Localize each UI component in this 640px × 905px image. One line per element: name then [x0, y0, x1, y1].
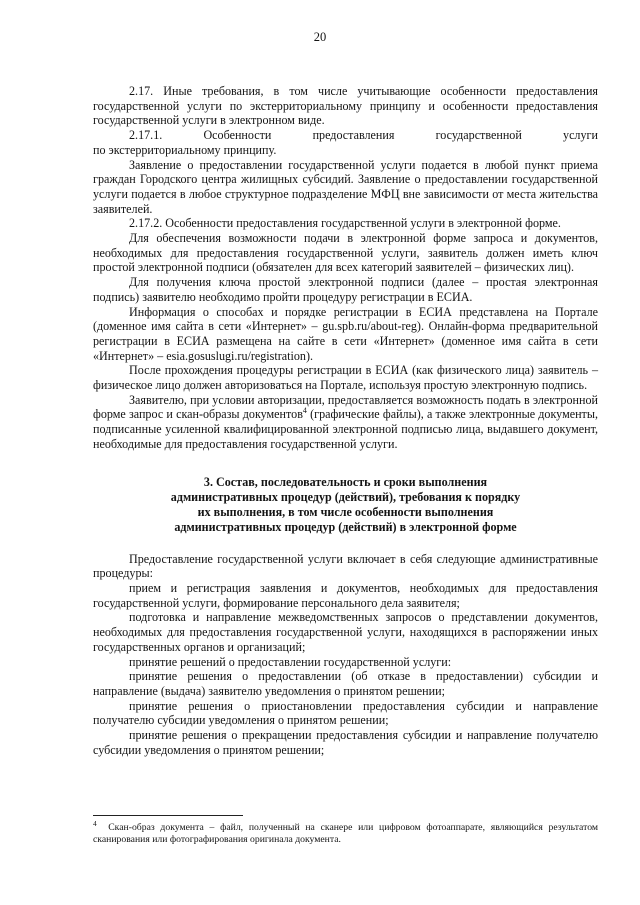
paragraph-text: (графические файлы), а также электронные документы, подписанные усиленной квалифицированной электронной подписью лица, выдавшего документ, необходимые для предоставления государственной услуги. — [93, 407, 598, 451]
paragraph-with-footnote — [93, 393, 598, 452]
footnote — [93, 818, 598, 846]
subsection-number: 2.17.1. — [129, 128, 163, 143]
section-2-17 — [93, 84, 598, 452]
heading-word: Особенности — [203, 128, 272, 143]
subsection-2-17-1-continuation: по экстерриториальному принципу. — [93, 142, 277, 157]
paragraph-text: Заявителю, при условии авторизации, предоставляется возможность подать в электронной форме запрос и скан-образы документов — [93, 392, 598, 422]
footnote-reference: 4 — [302, 406, 307, 416]
section-title-line: административных процедур (действий) в электронной форме — [174, 519, 517, 534]
section-3-body — [93, 552, 598, 758]
list-item: принятие решения о предоставлении (об отказе в предоставлении) субсидии и направление (выдача) заявителю уведомления о принятом решении; — [93, 669, 598, 698]
paragraph: Информация о способах и порядке регистрации в ЕСИА представлена на Портале (доменное имя сайта в сети «Интернет» – gu.spb.ru/about-reg). Онлайн-форма предварительной регистрации в ЕСИА размещена на сайте в сети «Интернет» (доменное имя сайта в сети «Интернет» – esia.gosuslugi.ru/registration). — [93, 304, 598, 363]
list-item: принятие решения о прекращении предоставления субсидии и направление получателю субсидии уведомления о принятом решении; — [93, 728, 598, 757]
list-item: принятие решения о приостановлении предоставления субсидии и направление получателю субсидии уведомления о принятом решении; — [93, 698, 598, 728]
paragraph: Для получения ключа простой электронной подписи (далее – простая электронная подпись) заявителю необходимо пройти процедуру регистрации в ЕСИА. — [93, 275, 598, 304]
footnote-mark: 4 — [93, 818, 97, 828]
paragraph: Заявление о предоставлении государственной услуги подается в любой пункт приема граждан Городского центра жилищных субсидий. Заявление о предоставлении государственной услуги подается в любое структурное подразделение МФЦ вне зависимости от места жительства заявителей. — [93, 157, 598, 216]
footnote-area — [93, 815, 598, 846]
heading-word: предоставления — [312, 128, 395, 143]
section-title-line: административных процедур (действий), требования к порядку — [170, 489, 521, 504]
subsection-2-17-2-heading: 2.17.2. Особенности предоставления государственной услуги в электронной форме. — [129, 216, 561, 231]
list-item: прием и регистрация заявления и документов, необходимых для предоставления государственной услуги, формирование персонального дела заявителя; — [93, 580, 598, 610]
page-number: 20 — [313, 30, 327, 44]
heading-word: государственной — [435, 128, 522, 143]
section-title-line: их выполнения, в том числе особенности выполнения — [197, 504, 494, 519]
section-title-line: 3. Состав, последовательность и сроки выполнения — [203, 474, 488, 489]
footnote-text: Скан-образ документа – файл, полученный на сканере или цифровом фотоаппарате, являющийся результатом сканирования или фотографирования оригинала документа. — [93, 822, 598, 845]
heading-word: услуги — [563, 128, 598, 143]
list-item: подготовка и направление межведомственных запросов о представлении документов, необходимых для предоставления государственной услуги, находящихся в распоряжении иных государственных органов и организаций; — [93, 610, 598, 654]
paragraph: Предоставление государственной услуги включает в себя следующие административные процедуры: — [93, 551, 598, 581]
list-item: принятие решений о предоставлении государственной услуги: — [129, 654, 452, 669]
paragraph-2-17: 2.17. Иные требования, в том числе учитывающие особенности предоставления государственной услуги по экстерриториальному принципу и особенности предоставления государственной услуги в электронном виде. — [93, 84, 598, 128]
footnote-divider — [93, 815, 243, 816]
paragraph: Для обеспечения возможности подачи в электронной форме запроса и документов, необходимых для предоставления государственной услуги, заявитель должен иметь ключ простой электронной подписи (обязателен для всех категорий заявителей – физических лиц). — [93, 231, 598, 275]
paragraph: После прохождения процедуры регистрации в ЕСИА (как физического лица) заявитель – физическое лицо должен авторизоваться на Портале, используя простую электронную подпись. — [93, 363, 598, 393]
section-3-title — [93, 475, 598, 535]
subsection-2-17-1-heading — [93, 128, 598, 143]
